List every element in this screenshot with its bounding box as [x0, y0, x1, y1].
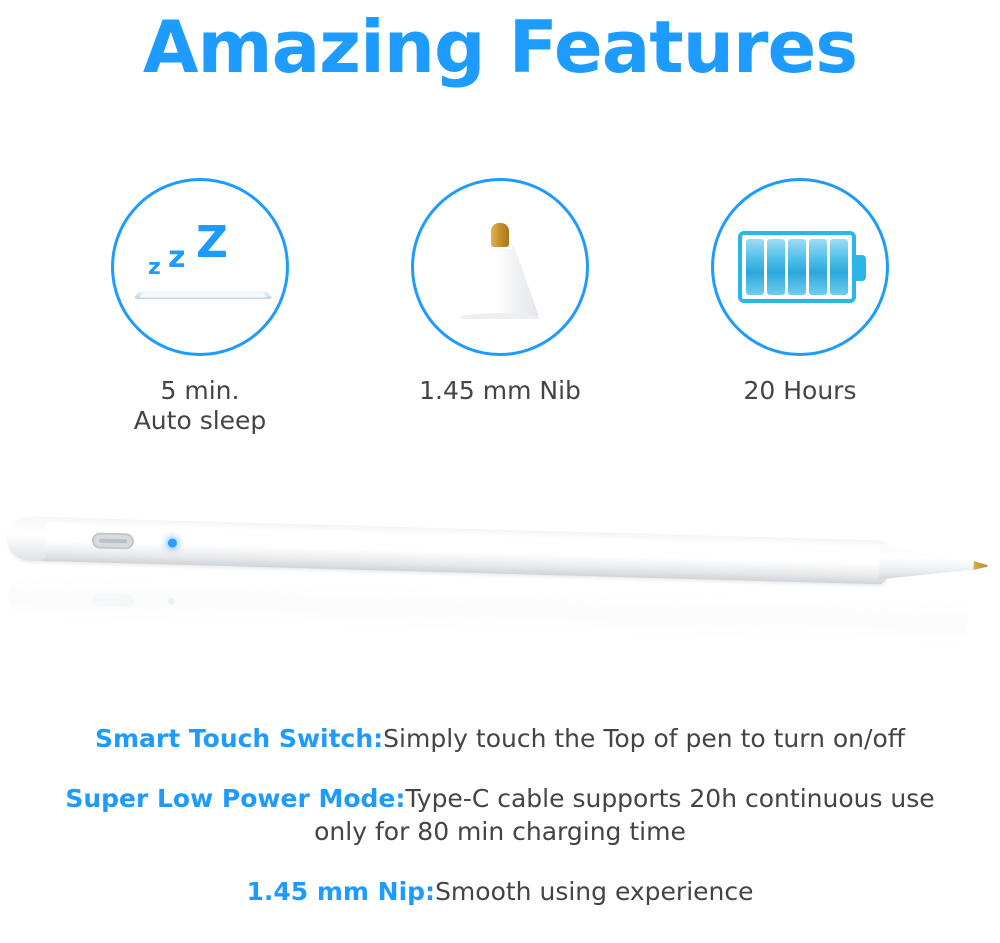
feature-auto-sleep [60, 178, 340, 436]
feature-description-list [0, 722, 1000, 935]
bullet-text: Smooth using experience [435, 877, 754, 906]
battery-cell [830, 239, 848, 295]
pen-nib-icon [411, 178, 589, 356]
bullet-lead: 1.45 mm Nip: [246, 877, 436, 906]
feature-caption [743, 376, 856, 406]
feature-battery [660, 178, 940, 436]
feature-nib [360, 178, 640, 436]
z-large: Z [196, 217, 228, 268]
feature-caption-line1: 1.45 mm Nib [419, 376, 581, 405]
pen-taper [879, 546, 984, 582]
pen-tip-icon [973, 561, 987, 570]
pen-shaft [7, 516, 888, 585]
sleep-tablet-zzz-icon [111, 178, 289, 356]
pen-reflection-port [92, 593, 134, 607]
bullet-lead: Smart Touch Switch: [95, 724, 384, 753]
bullet-text: Simply touch the Top of pen to turn on/off [383, 724, 905, 753]
nib-cone [460, 243, 540, 319]
stylus-pen-photo [0, 470, 1000, 670]
pen-reflection-led [168, 597, 175, 604]
battery-cell [788, 239, 806, 295]
list-item [0, 782, 1000, 848]
feature-caption-line1: 5 min. [160, 376, 240, 405]
bullet-text: Type-C cable supports 20h continuous use [405, 784, 935, 813]
battery-graphic [738, 231, 856, 303]
usb-c-port-icon [92, 532, 134, 549]
z-medium: z [168, 240, 186, 275]
feature-caption-line2: Auto sleep [133, 406, 267, 435]
feature-row [60, 178, 940, 436]
nib-metal-tip [491, 223, 509, 247]
zzz-icon [148, 219, 258, 279]
feature-caption [134, 376, 267, 436]
list-item [0, 722, 1000, 755]
bullet-continuation: only for 80 min charging time [314, 817, 686, 846]
z-small: z [148, 255, 161, 280]
feature-caption-line1: 20 Hours [743, 376, 857, 405]
battery-cell [809, 239, 827, 295]
battery-cell [767, 239, 785, 295]
page-title: Amazing Features [142, 5, 858, 89]
pen-cap [7, 516, 46, 561]
bullet-lead: Super Low Power Mode: [65, 784, 406, 813]
battery-full-icon [711, 178, 889, 356]
list-item [0, 875, 1000, 908]
tablet-icon [133, 291, 272, 298]
feature-caption [419, 376, 581, 406]
battery-cell [746, 239, 764, 295]
